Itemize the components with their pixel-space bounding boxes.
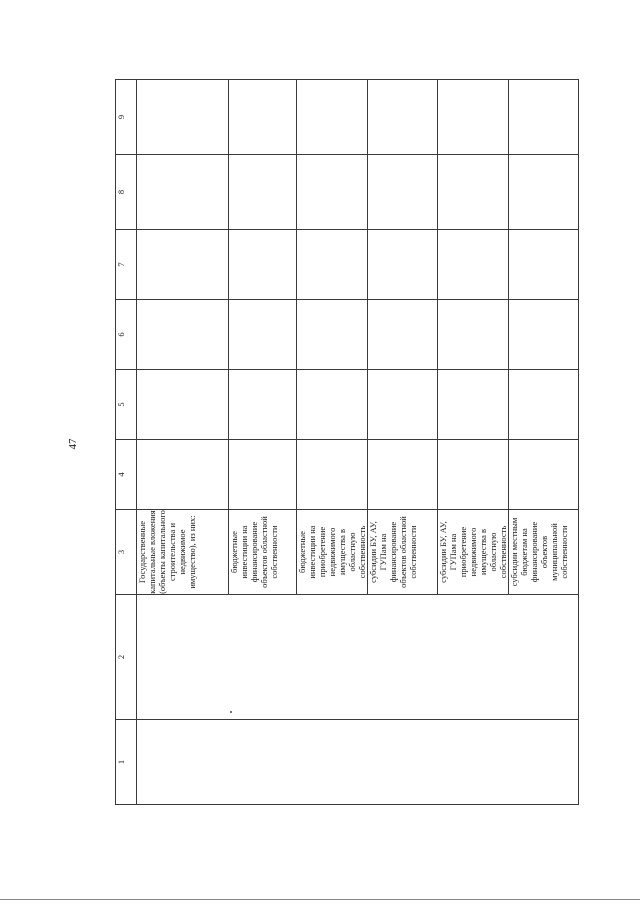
table-cell bbox=[297, 155, 368, 230]
header-row bbox=[116, 80, 137, 805]
col-8-header: 8 bbox=[116, 155, 137, 230]
table-cell bbox=[509, 230, 579, 300]
table-cell bbox=[438, 370, 509, 440]
table-cell bbox=[297, 370, 368, 440]
table-cell bbox=[368, 230, 438, 300]
table-cell bbox=[509, 155, 579, 230]
cell-col1 bbox=[137, 720, 579, 805]
table-cell bbox=[509, 440, 579, 510]
col-5-header: 5 bbox=[116, 370, 137, 440]
col-7-header: 7 bbox=[116, 230, 137, 300]
table-cell bbox=[368, 370, 438, 440]
scan-speck bbox=[230, 711, 232, 713]
col-2-header: 2 bbox=[116, 595, 137, 720]
col-4-header: 4 bbox=[116, 440, 137, 510]
table-cell bbox=[137, 155, 229, 230]
table-cell bbox=[368, 440, 438, 510]
cell-col2 bbox=[137, 595, 579, 720]
table-cell bbox=[137, 370, 229, 440]
table-cell bbox=[509, 300, 579, 370]
budget-table bbox=[115, 79, 579, 805]
col-3-header: 3 bbox=[116, 510, 137, 595]
row-label-5: субсидии БУ, АУ, ГУПам на приобретение недвижимого имущества в областную собственность bbox=[438, 510, 509, 595]
table-cell bbox=[509, 370, 579, 440]
table-cell bbox=[229, 155, 297, 230]
table-cell bbox=[438, 440, 509, 510]
row-label-1: Государственные капитальные вложения (объекты капитального строительства и недвижимое имущество), из них: bbox=[137, 510, 229, 595]
table-cell bbox=[137, 440, 229, 510]
row-label-2: бюджетные инвестиции на финансирование объектов областной собственности bbox=[229, 510, 297, 595]
scan-edge-line bbox=[0, 899, 640, 900]
table-cell bbox=[229, 370, 297, 440]
table-cell bbox=[137, 230, 229, 300]
col-6-header: 6 bbox=[116, 300, 137, 370]
row-label-4: субсидии БУ, АУ, ГУПам на финансирование объектов областной собственности bbox=[368, 510, 438, 595]
rotated-table-wrapper bbox=[115, 80, 575, 805]
page-number: 47 bbox=[67, 438, 79, 450]
table-cell bbox=[137, 300, 229, 370]
table-cell bbox=[229, 440, 297, 510]
table-cell bbox=[509, 80, 579, 155]
table-cell bbox=[297, 80, 368, 155]
table-cell bbox=[438, 80, 509, 155]
table-cell bbox=[297, 440, 368, 510]
col-9-header: 9 bbox=[116, 80, 137, 155]
table-cell bbox=[368, 300, 438, 370]
table-cell bbox=[438, 230, 509, 300]
table-cell bbox=[368, 155, 438, 230]
table-cell bbox=[229, 300, 297, 370]
table-cell bbox=[297, 300, 368, 370]
col-1-header: 1 bbox=[116, 720, 137, 805]
table-cell bbox=[368, 80, 438, 155]
table-cell bbox=[229, 230, 297, 300]
table-cell bbox=[438, 155, 509, 230]
table-cell bbox=[137, 80, 229, 155]
row-label-6: субсидии местным бюджетам на финансирование объектов муниципальной собственности bbox=[509, 510, 579, 595]
table-row bbox=[137, 80, 229, 805]
table-cell bbox=[297, 230, 368, 300]
table-cell bbox=[229, 80, 297, 155]
table-cell bbox=[438, 300, 509, 370]
row-label-3: бюджетные инвестиции на приобретение недвижимого имущества в областную собственность bbox=[297, 510, 368, 595]
